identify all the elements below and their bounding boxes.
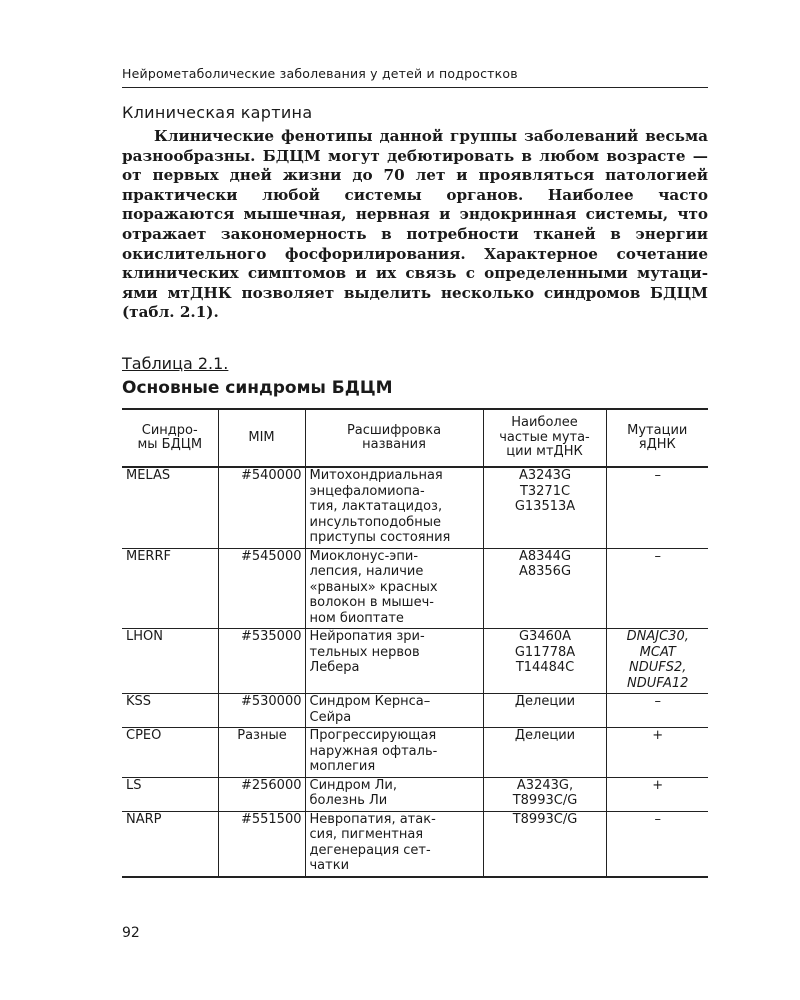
cell-line: приступы состояния (309, 530, 451, 545)
table-row (122, 694, 708, 728)
cell-mtdna-mutations (483, 467, 606, 548)
cell-description (305, 467, 483, 548)
cell-line: чатки (309, 858, 350, 873)
cell-line: – (654, 811, 661, 827)
table-header-row (122, 409, 708, 467)
syndromes-table (122, 408, 708, 878)
cell-description (305, 548, 483, 629)
table-row (122, 811, 708, 877)
cell-syndrome: MELAS (122, 467, 218, 548)
table-row (122, 467, 708, 548)
cell-line: тия, лактатацидоз, (309, 499, 443, 514)
header-ndna (606, 409, 708, 467)
cell-mim: #530000 (218, 694, 305, 728)
cell-mim: Разные (218, 728, 305, 778)
cell-ndna-mutations (606, 728, 708, 778)
cell-line: T3271C (519, 483, 571, 499)
cell-line: + (652, 728, 664, 743)
cell-mim: #535000 (218, 629, 305, 694)
cell-line: A8356G (518, 564, 572, 579)
cell-mim: #551500 (218, 811, 305, 877)
cell-line: Мутации (627, 422, 688, 438)
cell-line: A3243G (518, 468, 572, 483)
cell-line: частые мута- (499, 429, 590, 445)
cell-line: мы БДЦМ (137, 437, 203, 452)
cell-line: ном биоптате (309, 610, 404, 626)
cell-line: T8993C/G (512, 793, 578, 808)
paragraph-text: Клинические фенотипы данной группы заболеваний весьма разнообразны. БДЦМ могут дебютировать в любом возрасте — от первых дней жизни до 70 лет и проявляться патологией практически любой системы органов. Наиболее часто поражаются мышечная, нервная и эндокринная системы, что отражает закономерность в потребности тканей в энергии окислительного фосфорилирования. Характерное сочетание клинических симптомов и их связь с определенными мутациями мтДНК позволяет выделить несколько синдромов БДЦМ (табл. 2.1). (122, 127, 708, 322)
cell-line: G11778A (514, 644, 576, 660)
cell-line: – (654, 548, 661, 564)
cell-syndrome: CPEO (122, 728, 218, 778)
table-row (122, 629, 708, 694)
cell-line: тельных нервов (309, 644, 420, 660)
cell-line: MIM (248, 429, 275, 445)
cell-mtdna-mutations (483, 694, 606, 728)
header-description (305, 409, 483, 467)
cell-line: Делеции (514, 694, 576, 709)
cell-line: MCAT (639, 644, 676, 660)
cell-line: T14484C (515, 660, 575, 675)
cell-line: Синдром Ли, (309, 777, 398, 793)
cell-description (305, 694, 483, 728)
cell-line: «рваных» красных (309, 579, 438, 595)
cell-ndna-mutations (606, 811, 708, 877)
cell-line: – (654, 694, 661, 709)
cell-line: NDUFS2, (629, 660, 687, 675)
cell-line: волокон в мышеч- (309, 595, 434, 610)
cell-mim: #540000 (218, 467, 305, 548)
cell-line: ции мтДНК (506, 444, 583, 460)
cell-ndna-mutations (606, 777, 708, 811)
cell-syndrome: KSS (122, 694, 218, 728)
cell-ndna-mutations (606, 548, 708, 629)
cell-ndna-mutations (606, 629, 708, 694)
cell-line: сия, пигментная (309, 827, 424, 842)
cell-line: DNAJC30, (626, 629, 689, 644)
cell-line: энцефаломиопа- (309, 483, 425, 499)
header-syndrome (122, 409, 218, 467)
cell-line: наружная офталь- (309, 743, 438, 759)
cell-line: Митохондриальная (309, 468, 443, 483)
cell-line: Делеции (514, 728, 576, 743)
cell-line: Сейра (309, 709, 352, 725)
section-title: Клиническая картина (122, 103, 313, 122)
cell-line: названия (362, 437, 426, 452)
cell-line: T8993C/G (512, 811, 578, 827)
table-caption: Основные синдромы БДЦМ (122, 378, 393, 398)
cell-syndrome: NARP (122, 811, 218, 877)
cell-line: Невропатия, атак- (309, 811, 436, 827)
cell-line: дегенерация сет- (309, 842, 431, 858)
cell-line: G13513A (514, 499, 576, 514)
cell-description (305, 728, 483, 778)
body-paragraph (122, 127, 708, 323)
cell-mtdna-mutations (483, 811, 606, 877)
cell-description (305, 777, 483, 811)
cell-line: Наиболее (511, 415, 578, 431)
cell-line: инсультоподобные (309, 514, 441, 530)
table-body (122, 467, 708, 877)
cell-line: Нейропатия зри- (309, 629, 425, 644)
cell-description (305, 811, 483, 877)
cell-line: G3460A (518, 629, 572, 644)
cell-line: – (654, 468, 661, 483)
running-head: Нейрометаболические заболевания у детей и подростков (122, 66, 708, 88)
cell-line: Лебера (309, 660, 360, 675)
cell-line: Миоклонус-эпи- (309, 548, 419, 564)
table-row (122, 548, 708, 629)
cell-line: Синдром Кернса– (309, 694, 431, 709)
cell-line: A3243G, (516, 777, 574, 793)
cell-syndrome: MERRF (122, 548, 218, 629)
cell-syndrome: LS (122, 777, 218, 811)
cell-ndna-mutations (606, 694, 708, 728)
cell-ndna-mutations (606, 467, 708, 548)
cell-line: лепсия, наличие (309, 564, 424, 579)
cell-line: Синдро- (141, 422, 198, 438)
cell-mtdna-mutations (483, 777, 606, 811)
cell-syndrome: LHON (122, 629, 218, 694)
cell-line: + (652, 777, 664, 793)
cell-mim: #256000 (218, 777, 305, 811)
cell-mtdna-mutations (483, 548, 606, 629)
table-label: Таблица 2.1. (122, 354, 229, 373)
table-row (122, 777, 708, 811)
cell-line: яДНК (638, 437, 676, 452)
cell-line: Прогрессирующая (309, 728, 437, 743)
cell-mtdna-mutations (483, 629, 606, 694)
cell-line: болезнь Ли (309, 793, 388, 808)
cell-mim: #545000 (218, 548, 305, 629)
cell-mtdna-mutations (483, 728, 606, 778)
cell-description (305, 629, 483, 694)
cell-line: A8344G (518, 548, 572, 564)
header-mim (218, 409, 305, 467)
header-mtdna (483, 409, 606, 467)
cell-line: NDUFA12 (627, 675, 689, 691)
table-row (122, 728, 708, 778)
page-number: 92 (122, 925, 140, 941)
cell-line: Расшифровка (346, 422, 442, 438)
cell-line: моплегия (309, 759, 376, 774)
